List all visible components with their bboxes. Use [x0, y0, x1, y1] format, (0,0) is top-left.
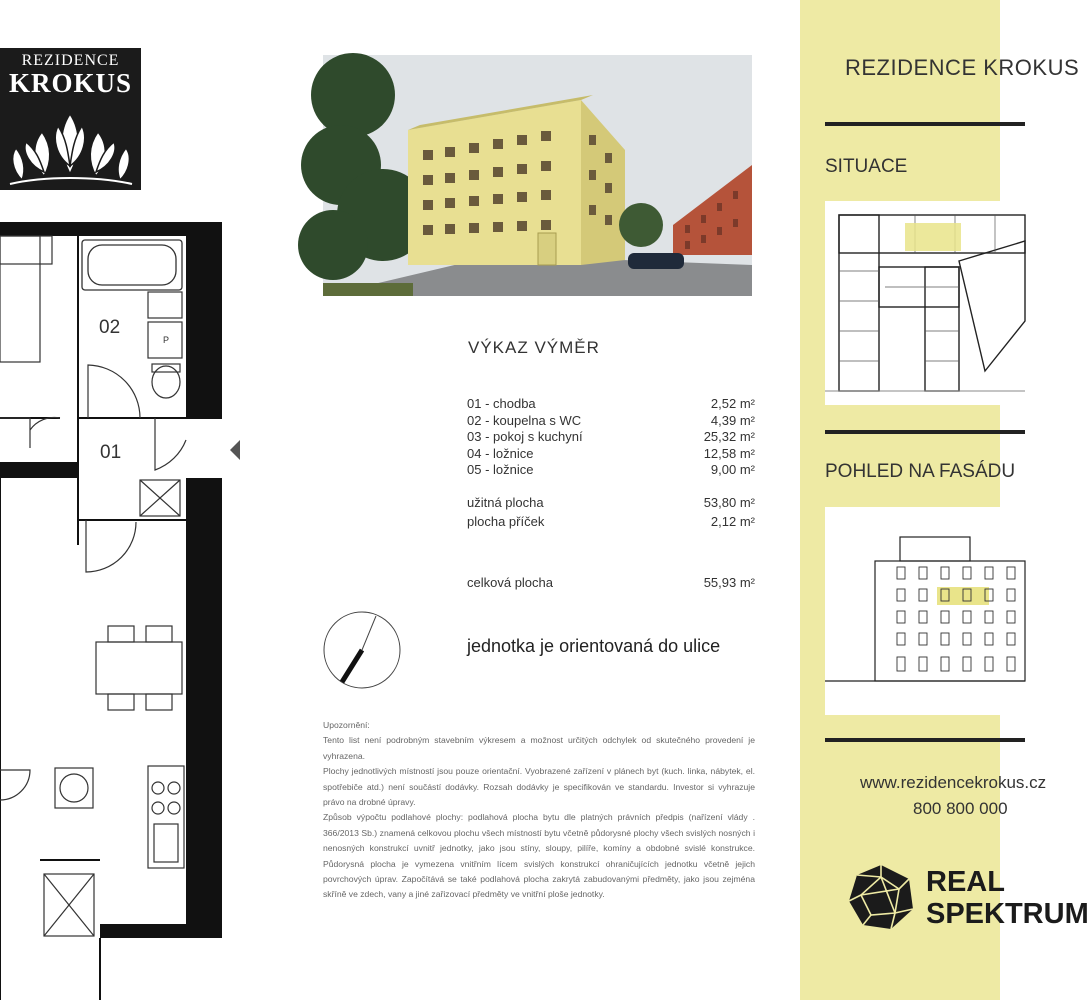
toilet-icon [152, 366, 180, 398]
logo-line1: REZIDENCE [21, 52, 120, 69]
disclaimer-heading: Upozornění: [323, 720, 370, 730]
compass-icon [322, 610, 402, 690]
site-plan-drawing [825, 201, 1025, 405]
highlighted-unit [905, 223, 961, 251]
divider [825, 738, 1025, 742]
info-panel [800, 0, 1089, 1000]
real-spektrum-logo-icon [847, 863, 915, 931]
logo-line2: KROKUS [8, 68, 133, 98]
area-row-03: 03 - pokoj s kuchyní 25,32 m² [467, 429, 755, 444]
disclaimer-p1: Tento list není podrobným stavebním výkresem a možnost určitých odchylek od skutečného provedení je vyhrazena. [323, 735, 755, 761]
area-row-01: 01 - chodba 2,52 m² [467, 396, 755, 411]
disclaimer-p2: Plochy jednotlivých místností jsou pouze orientační. Vyobrazené zařízení v plánech byt (kuch. linka, nábytek, el. spotřebiče atd.) není součástí dodávky. Rozsah dodávky je specifikován ve standardu. Investor si vyhrazuje právo na drobné úpravy. [323, 766, 755, 808]
disclaimer [323, 718, 755, 903]
situace-heading: SITUACE [825, 156, 908, 177]
bathtub-icon [82, 240, 182, 290]
room-label-02: 02 [99, 317, 121, 338]
room-label-01: 01 [100, 442, 122, 463]
kitchen-counter-icon [55, 766, 184, 868]
area-row-05: 05 - ložnice 9,00 m² [467, 462, 755, 477]
divider [825, 122, 1025, 126]
area-row-02: 02 - koupelna s WC 4,39 m² [467, 413, 755, 428]
area-row-partitions: plocha příček 2,12 m² [467, 514, 755, 529]
entrance-arrow-icon [230, 440, 240, 460]
rezidence-krokus-logo [0, 48, 141, 190]
website-link[interactable]: www.rezidencekrokus.cz [860, 773, 1047, 792]
crocus-flowers-icon [4, 104, 137, 186]
brand-line2: SPEKTRUM [926, 898, 1089, 930]
panel-title: REZIDENCE KROKUS [845, 55, 1080, 80]
area-table-title: VÝKAZ VÝMĚR [468, 338, 600, 357]
facade-heading: POHLED NA FASÁDU [825, 461, 1016, 482]
divider [825, 430, 1025, 434]
site-plan [825, 201, 1025, 405]
orientation-note: jednotka je orientovaná do ulice [467, 636, 721, 656]
brand-line1: REAL [926, 866, 1005, 898]
bed-icon [0, 236, 52, 362]
dining-table-icon [96, 626, 182, 710]
area-row-total: celková plocha 55,93 m² [467, 575, 755, 590]
washbasin-icon [148, 292, 182, 318]
phone-number[interactable]: 800 800 000 [913, 799, 1008, 818]
building-photo [323, 55, 752, 296]
disclaimer-p3: Způsob výpočtu podlahové plochy: podlahová plocha bytu dle platných právních předpis (nařízení vlády . 366/2013 Sb.) znamená celkovou plochu všech místností bytu včetně půdorysné plochy všech svislých nosných i nenosných konstrukcí uvnitř jednotky, jako jsou stíny, sloupy, pilíře, komíny a obdobné svislé konstrukce. Půdorysná plocha je vymezena vnitřním lícem svislých konstrukcí ohraničujících jednotku včetně jejich povrchových úprav. Započítává se také podlahová plocha zakrytá zabudovanými předměty, jako jsou zejména skříně ve zdech, vany a jiné zařizovací předměty ve vnitřní ploše jednotky. [323, 812, 755, 900]
area-row-usable: užitná plocha 53,80 m² [467, 495, 755, 510]
facade-drawing [825, 507, 1025, 715]
area-row-04: 04 - ložnice 12,58 m² [467, 446, 755, 461]
facade-elevation [825, 507, 1025, 715]
svg-text:P: P [163, 335, 170, 345]
door-swings [0, 365, 186, 800]
